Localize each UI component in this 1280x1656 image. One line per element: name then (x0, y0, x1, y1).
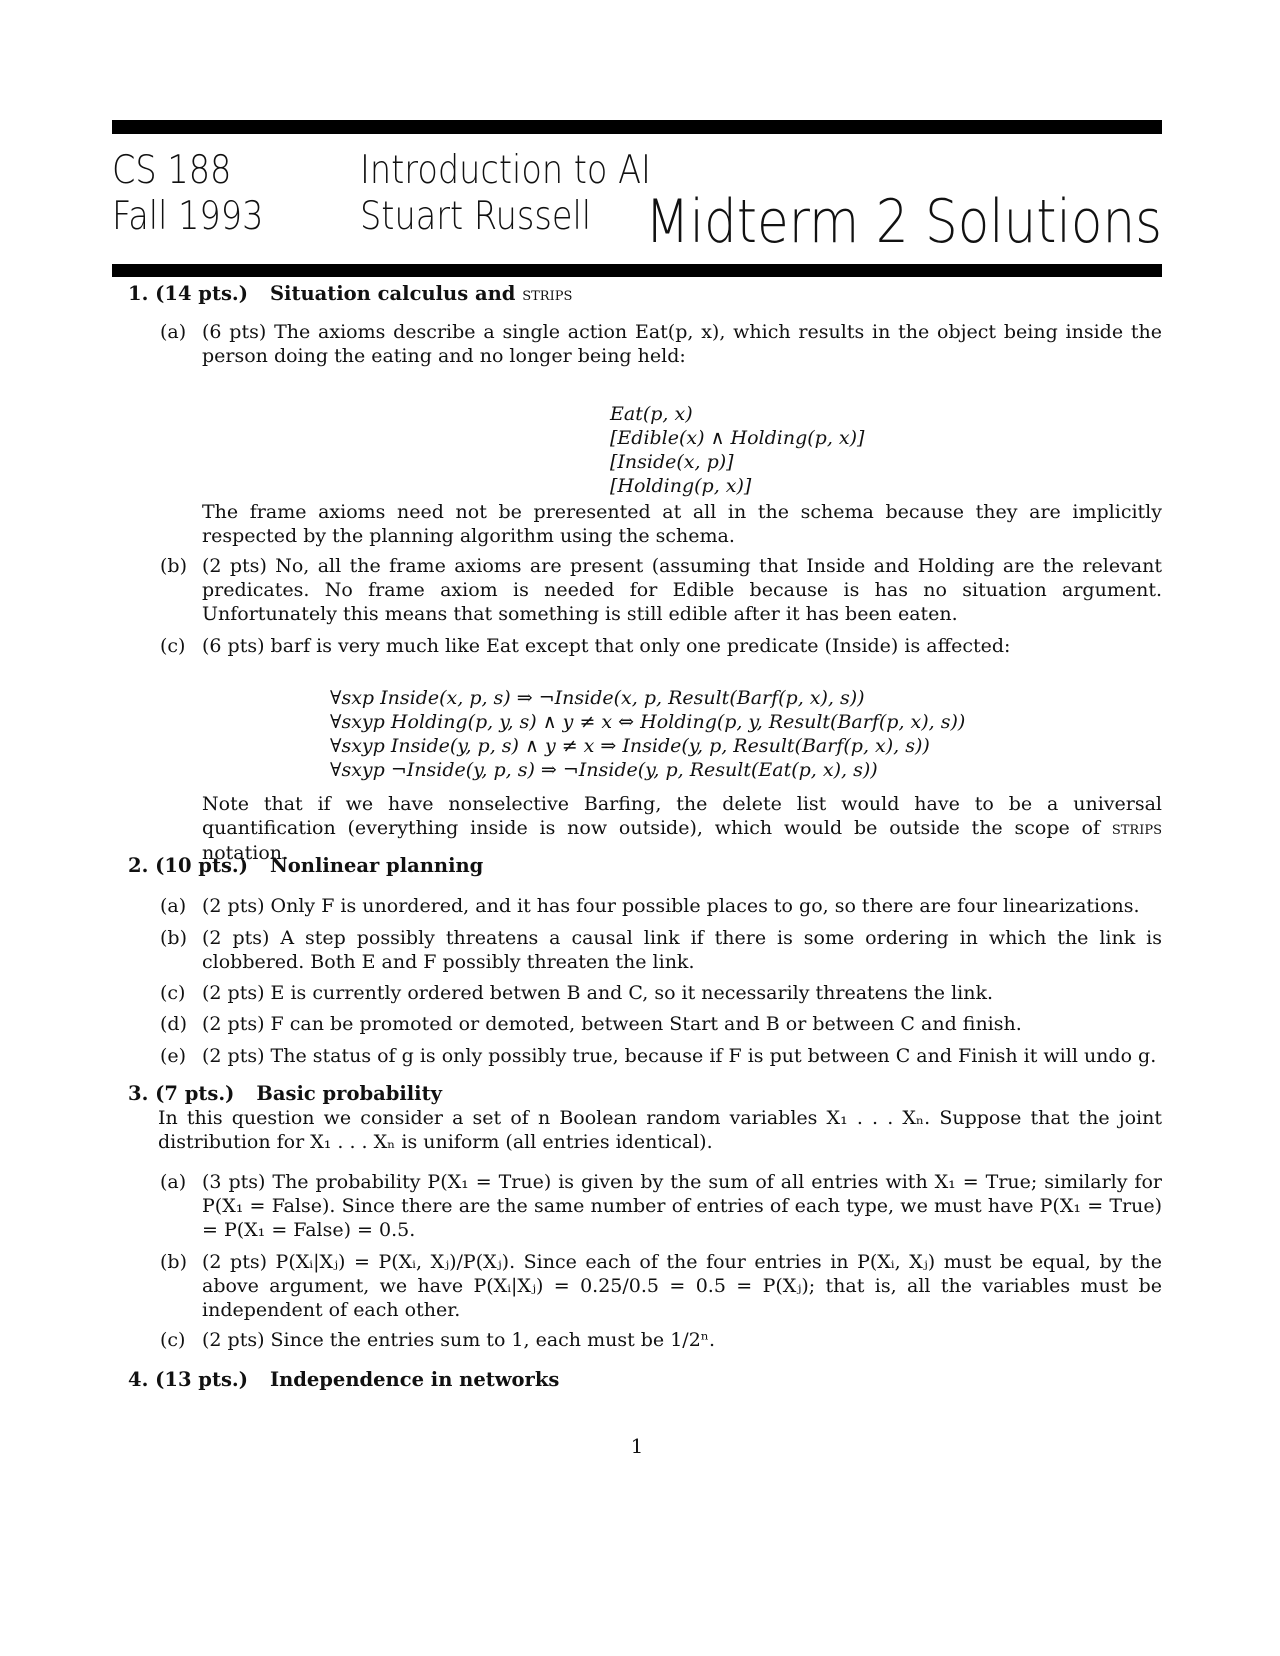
q1-c-note-text: Note that if we have nonselective Barfing, the delete list would have to be a universal quantification (everything inside is now outside), which would be outside the scope of (202, 793, 1162, 839)
q2-heading (128, 854, 483, 878)
q1-a-note: The frame axioms need not be preresented at all in the schema because they are implicitly respected by the planning algorithm using the schema. (202, 501, 1162, 547)
q2-b-text: (2 pts) A step possibly threatens a causal link if there is some ordering in which the link is clobbered. Both E and F possibly threaten the link. (202, 927, 1162, 973)
q3-part-a (160, 1170, 1162, 1242)
q1-b-text: (2 pts) No, all the frame axioms are present (assuming that Inside and Holding are the relevant predicates. No frame axiom is needed for Edible because is has no situation argument. Unfortunately this means that something is still edible after it has been eaten. (202, 555, 1162, 625)
schema-value: [Edible(x) ∧ Holding(p, x)] (610, 427, 865, 449)
course-subject: Introduction to AI (360, 148, 651, 193)
q1-part-c (160, 634, 1162, 658)
axiom-line: ∀sxyp Inside(y, p, s) ∧ y ≠ x ⇒ Inside(y, p, Result(Barf(p, x), s)) (330, 735, 930, 757)
header-rule-top (112, 120, 1162, 134)
q1-number: 1. (128, 282, 149, 305)
q3-b-label: (b) (160, 1251, 187, 1273)
q2-a-text: (2 pts) Only F is unordered, and it has four possible places to go, so there are four linearizations. (202, 895, 1140, 917)
q1-heading (128, 282, 572, 307)
q2-a-label: (a) (160, 895, 187, 917)
q2-e-text: (2 pts) The status of g is only possibly true, because if F is put between C and Finish it will undo g. (202, 1045, 1157, 1067)
q4-points: (13 pts.) (155, 1368, 248, 1391)
q2-e-label: (e) (160, 1045, 187, 1067)
q1-c-note-strips: strips (1111, 818, 1163, 839)
q1-c-label: (c) (160, 635, 186, 657)
axiom-line: ∀sxyp Holding(p, y, s) ∧ y ≠ x ⇔ Holding(p, y, Result(Barf(p, x), s)) (330, 711, 966, 733)
q3-part-b (160, 1250, 1162, 1322)
q1-part-b (160, 554, 1162, 626)
q1-title: Situation calculus and (269, 282, 516, 305)
q4-number: 4. (128, 1368, 149, 1391)
document-page (112, 120, 1163, 1458)
page-number: 1 (630, 1434, 644, 1458)
q2-c-label: (c) (160, 982, 186, 1004)
q1-c-note-end: notation. (202, 842, 289, 864)
q3-c-label: (c) (160, 1329, 186, 1351)
course-term: Fall 1993 (112, 194, 264, 239)
q3-number: 3. (128, 1082, 149, 1105)
q1-part-a (160, 320, 1162, 368)
q2-points: (10 pts.) (155, 854, 248, 877)
q2-title: Nonlinear planning (269, 854, 484, 877)
schema-value: [Inside(x, p)] (610, 451, 734, 473)
q1-title-strips: strips (522, 284, 573, 305)
course-block (112, 148, 263, 240)
course-code: CS 188 (112, 148, 232, 193)
header-rule-bottom (112, 264, 1162, 277)
barf-axioms (330, 686, 965, 782)
q1-c-text: (6 pts) barf is very much like Eat except that only one predicate (Inside) is affected: (202, 635, 1011, 657)
q3-a-text: (3 pts) The probability P(X₁ = True) is given by the sum of all entries with X₁ = True; similarly for P(X₁ = False). Since there are the same number of entries of each type, we must have P(X₁ = True) = P(X₁ = False) = 0.5. (202, 1171, 1162, 1241)
q3-intro: In this question we consider a set of n Boolean random variables X₁ . . . Xₙ. Suppose that the joint distribution for X₁ . . . Xₙ is uniform (all entries identical). (158, 1107, 1162, 1153)
q1-a-text: (6 pts) The axioms describe a single action Eat(p, x), which results in the object being inside the person doing the eating and no longer being held: (202, 321, 1162, 367)
schema-value: [Holding(p, x)] (610, 475, 752, 497)
q2-number: 2. (128, 854, 149, 877)
q2-part-d (160, 1012, 1162, 1036)
q2-part-e (160, 1044, 1162, 1068)
subject-block (360, 148, 651, 240)
q3-part-c (160, 1328, 1162, 1352)
q2-part-c (160, 981, 1162, 1005)
document-header (112, 134, 1162, 262)
q2-part-b (160, 926, 1162, 974)
q1-a-label: (a) (160, 321, 187, 343)
axiom-line: ∀sxp Inside(x, p, s) ⇒ ¬Inside(x, p, Result(Barf(p, x), s)) (330, 687, 865, 709)
q2-c-text: (2 pts) E is currently ordered betwen B and C, so it necessarily threatens the link. (202, 982, 994, 1004)
axiom-line: ∀sxyp ¬Inside(y, p, s) ⇒ ¬Inside(y, p, Result(Eat(p, x), s)) (330, 759, 878, 781)
q3-title: Basic probability (256, 1082, 442, 1105)
q1-points: (14 pts.) (155, 282, 248, 305)
q1-b-label: (b) (160, 555, 187, 577)
q4-heading (128, 1368, 559, 1392)
document-title: Midterm 2 Solutions (645, 187, 1162, 257)
q4-title: Independence in networks (269, 1368, 560, 1391)
q3-points: (7 pts.) (155, 1082, 235, 1105)
q2-b-label: (b) (160, 927, 187, 949)
q3-a-label: (a) (160, 1171, 187, 1193)
q3-c-text: (2 pts) Since the entries sum to 1, each must be 1/2ⁿ. (202, 1329, 716, 1351)
q2-d-label: (d) (160, 1013, 187, 1035)
schema-value: Eat(p, x) (610, 403, 693, 425)
q3-heading (128, 1082, 442, 1106)
q2-part-a (160, 894, 1162, 918)
q3-b-text: (2 pts) P(Xᵢ|Xⱼ) = P(Xᵢ, Xⱼ)/P(Xⱼ). Since each of the four entries in P(Xᵢ, Xⱼ) must be equal, by the above argument, we have P(Xᵢ|Xⱼ) = 0.25/0.5 = 0.5 = P(Xⱼ); that is, all the variables must be independent of each other. (202, 1251, 1162, 1321)
q2-d-text: (2 pts) F can be promoted or demoted, between Start and B or between C and finish. (202, 1013, 1022, 1035)
course-instructor: Stuart Russell (360, 194, 592, 239)
